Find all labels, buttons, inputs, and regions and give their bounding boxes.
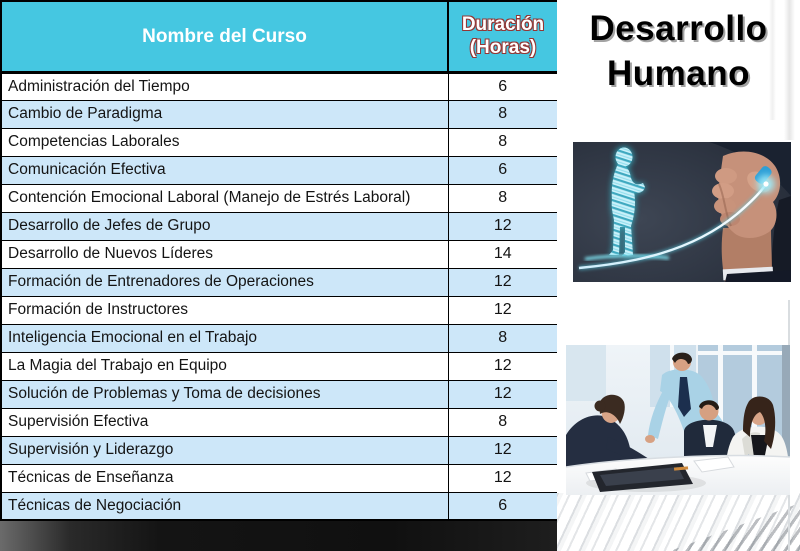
table-row bbox=[1, 408, 558, 436]
table-row bbox=[1, 380, 558, 408]
course-name-cell: Desarrollo de Jefes de Grupo bbox=[1, 212, 448, 240]
table-row bbox=[1, 72, 558, 100]
course-hours-cell: 8 bbox=[448, 100, 558, 128]
course-hours-cell: 12 bbox=[448, 436, 558, 464]
table-row bbox=[1, 268, 558, 296]
header-row bbox=[1, 1, 558, 72]
course-name-cell: Técnicas de Enseñanza bbox=[1, 464, 448, 492]
table-row bbox=[1, 212, 558, 240]
course-hours-cell: 6 bbox=[448, 156, 558, 184]
duration-header-line-2: (Horas) bbox=[469, 37, 537, 59]
course-hours-cell: 12 bbox=[448, 296, 558, 324]
course-hours-cell: 8 bbox=[448, 184, 558, 212]
table-row bbox=[1, 128, 558, 156]
course-name-cell: La Magia del Trabajo en Equipo bbox=[1, 352, 448, 380]
table-row bbox=[1, 156, 558, 184]
course-name-cell: Formación de Entrenadores de Operaciones bbox=[1, 268, 448, 296]
table-row bbox=[1, 100, 558, 128]
course-hours-cell: 6 bbox=[448, 492, 558, 520]
growth-image-svg bbox=[573, 142, 791, 282]
table-row bbox=[1, 436, 558, 464]
course-name-cell: Solución de Problemas y Toma de decisiones bbox=[1, 380, 448, 408]
team-meeting-image bbox=[566, 345, 790, 495]
table-row bbox=[1, 240, 558, 268]
table-bottom-shadow bbox=[0, 521, 557, 551]
course-hours-cell: 12 bbox=[448, 212, 558, 240]
right-panel bbox=[557, 0, 800, 551]
course-hours-cell: 8 bbox=[448, 408, 558, 436]
course-name-cell: Supervisión Efectiva bbox=[1, 408, 448, 436]
course-hours-cell: 14 bbox=[448, 240, 558, 268]
team-image-svg bbox=[566, 345, 790, 495]
duration-header-line-1: Duración bbox=[461, 14, 545, 36]
course-name-cell: Comunicación Efectiva bbox=[1, 156, 448, 184]
course-name-cell: Contención Emocional Laboral (Manejo de Estrés Laboral) bbox=[1, 184, 448, 212]
course-name-cell: Técnicas de Negociación bbox=[1, 492, 448, 520]
title-line-2: Humano bbox=[607, 54, 750, 93]
course-hours-cell: 8 bbox=[448, 324, 558, 352]
course-name-cell: Desarrollo de Nuevos Líderes bbox=[1, 240, 448, 268]
column-header-duration bbox=[448, 1, 558, 72]
course-name-cell: Administración del Tiempo bbox=[1, 72, 448, 100]
course-hours-cell: 6 bbox=[448, 72, 558, 100]
course-hours-cell: 12 bbox=[448, 464, 558, 492]
table-row bbox=[1, 492, 558, 520]
table-row bbox=[1, 324, 558, 352]
course-hours-cell: 12 bbox=[448, 268, 558, 296]
course-name-cell: Competencias Laborales bbox=[1, 128, 448, 156]
growth-image bbox=[573, 142, 791, 282]
table-row bbox=[1, 352, 558, 380]
table-row bbox=[1, 464, 558, 492]
page-title bbox=[557, 6, 800, 96]
course-hours-cell: 12 bbox=[448, 352, 558, 380]
column-header-course: Nombre del Curso bbox=[1, 1, 448, 72]
title-line-1: Desarrollo bbox=[589, 9, 768, 48]
course-hours-cell: 8 bbox=[448, 128, 558, 156]
course-name-cell: Formación de Instructores bbox=[1, 296, 448, 324]
course-name-cell: Inteligencia Emocional en el Trabajo bbox=[1, 324, 448, 352]
course-hours-cell: 12 bbox=[448, 380, 558, 408]
table-row bbox=[1, 184, 558, 212]
course-name-cell: Supervisión y Liderazgo bbox=[1, 436, 448, 464]
course-name-cell: Cambio de Paradigma bbox=[1, 100, 448, 128]
table-row bbox=[1, 296, 558, 324]
